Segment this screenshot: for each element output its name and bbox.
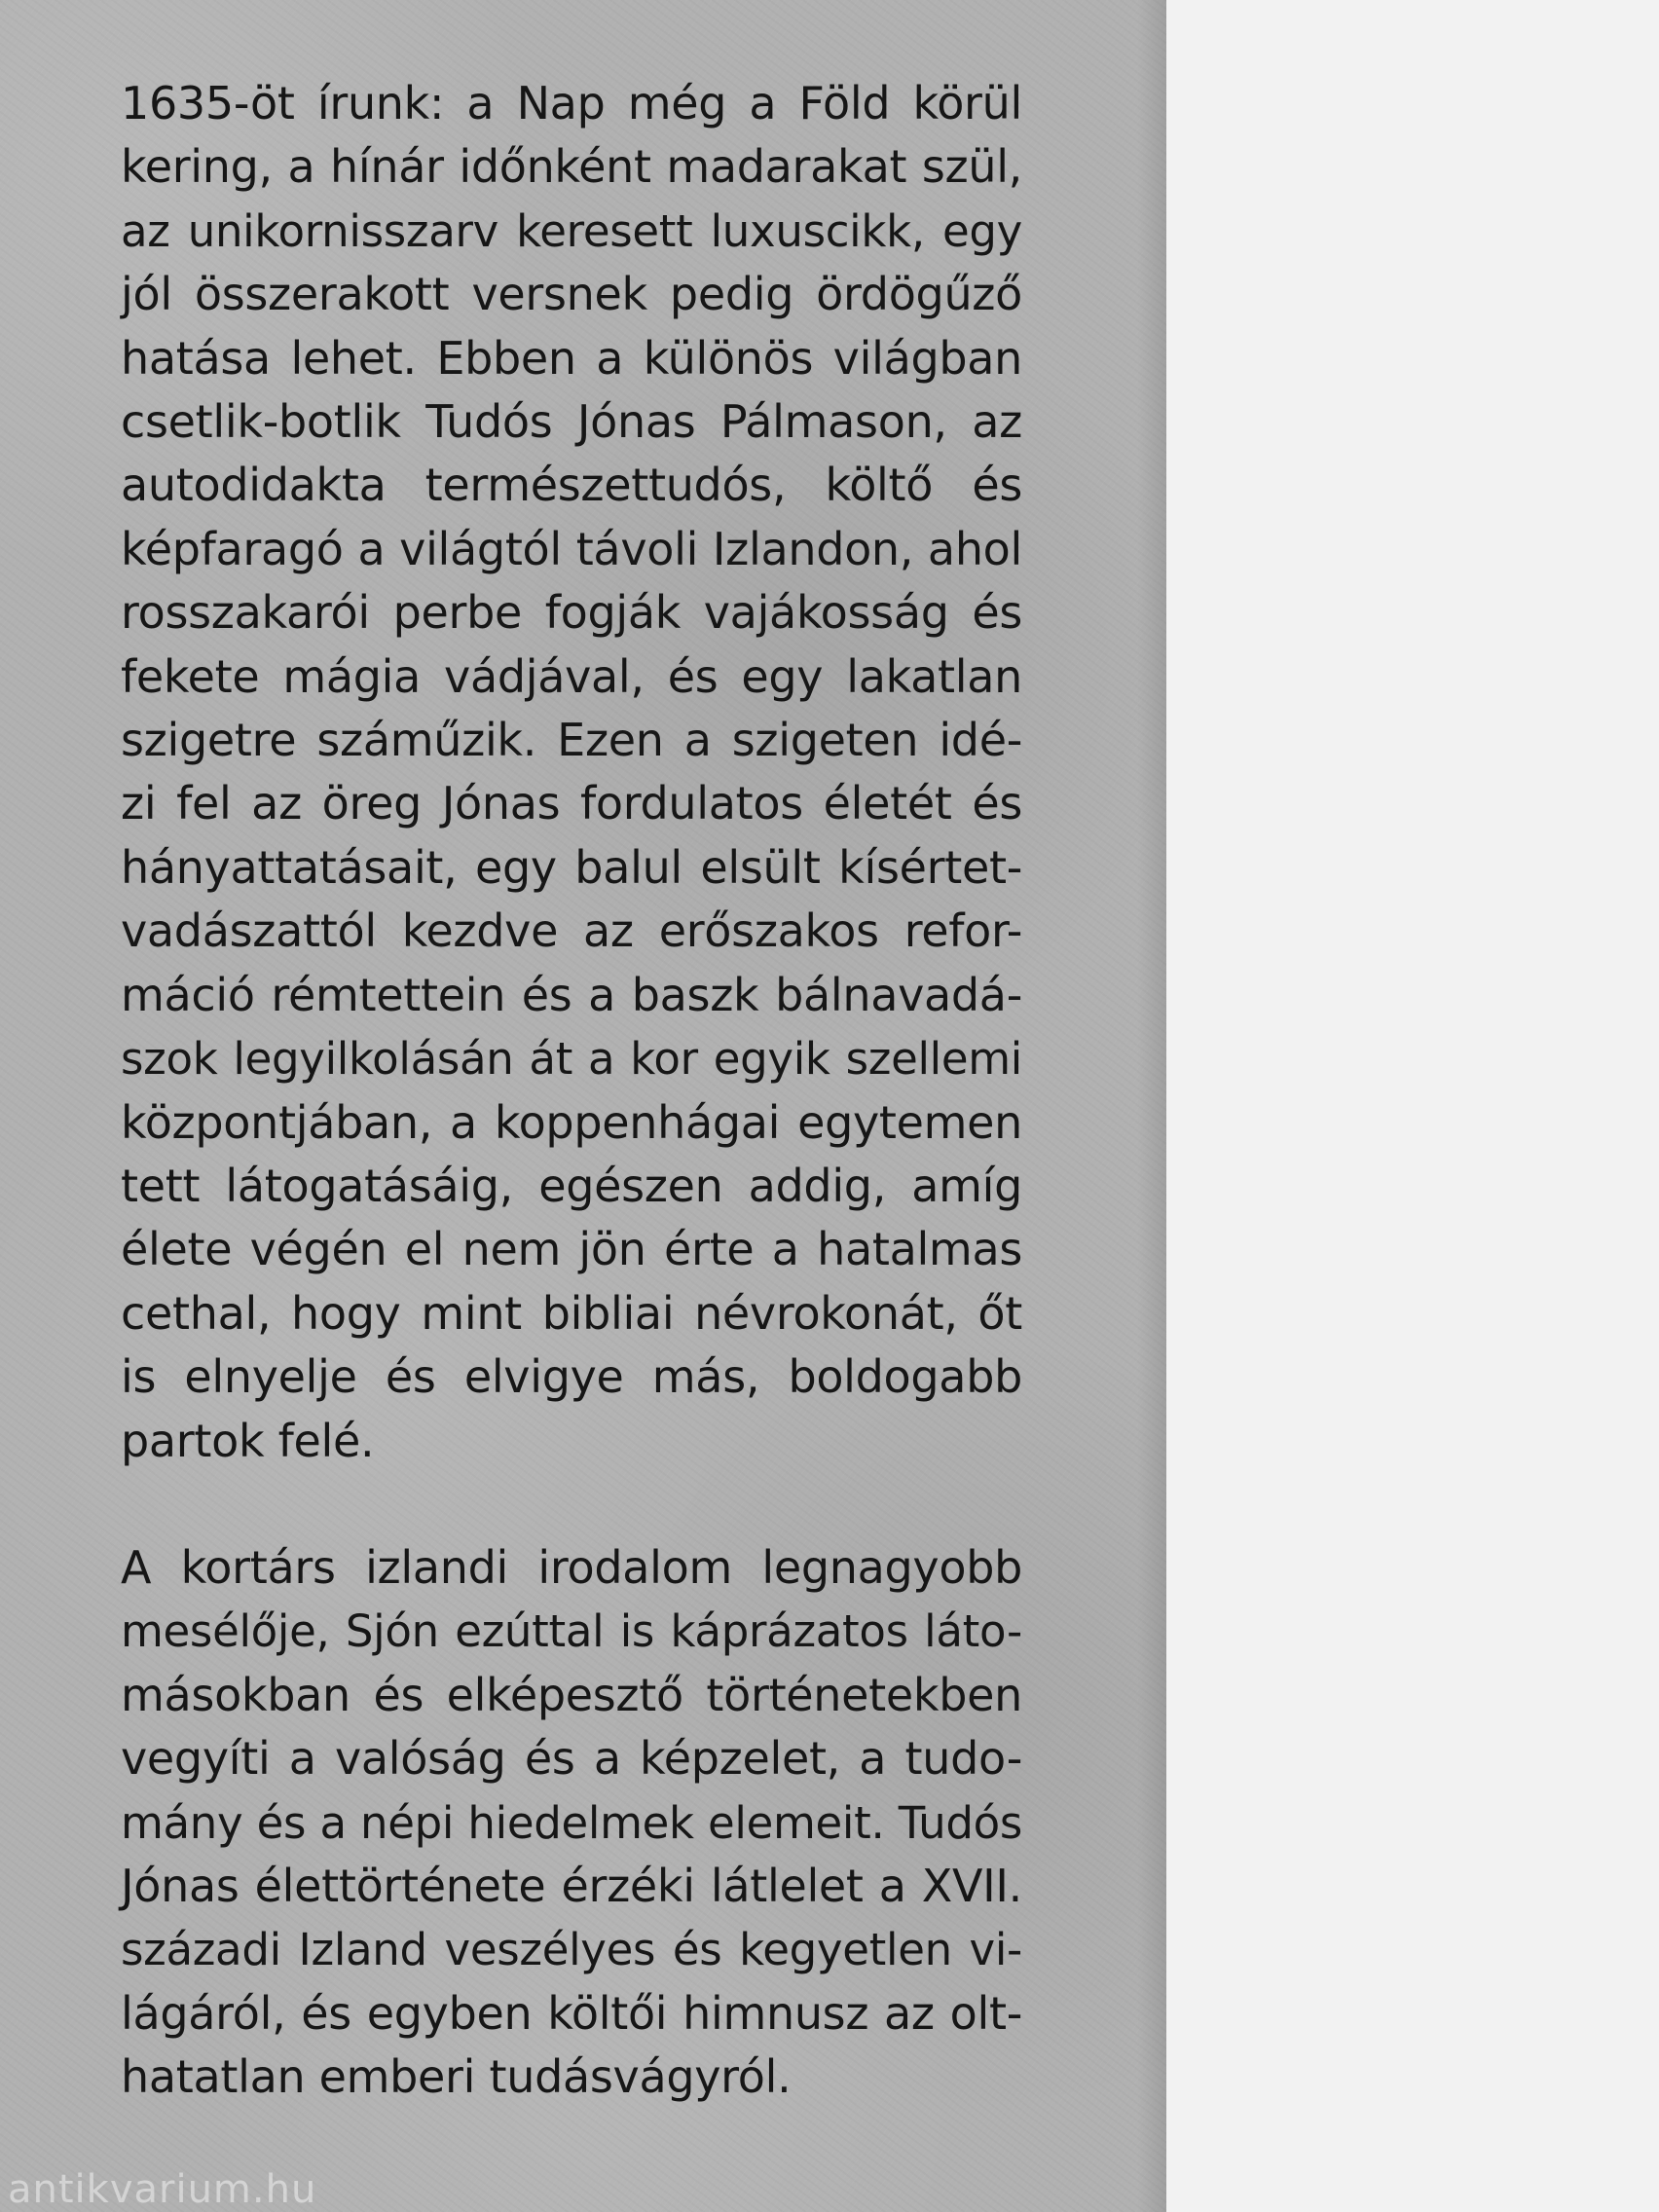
text-line: is elnyelje és elvigye más, boldogabb — [121, 1350, 1022, 1404]
cover-edge-shadow — [1137, 0, 1166, 2212]
text-line: vegyíti a valóság és a képzelet, a tudo- — [121, 1732, 1022, 1786]
watermark-text: antikvarium.hu — [8, 2167, 317, 2212]
text-line: mány és a népi hiedelmek elemeit. Tudós — [121, 1796, 1022, 1849]
text-line: cethal, hogy mint bibliai névrokonát, őt — [121, 1286, 1022, 1340]
text-line: élete végén el nem jön érte a hatalmas — [121, 1223, 1022, 1276]
text-line: csetlik-botlik Tudós Jónas Pálmason, az — [121, 395, 1022, 449]
text-line: tett látogatásáig, egészen addig, amíg — [121, 1159, 1022, 1212]
text-line: A kortárs izlandi irodalom legnagyobb — [121, 1540, 1022, 1594]
blurb-text — [121, 72, 1022, 2110]
text-line: jól összerakott versnek pedig ördögűző — [121, 268, 1022, 321]
blurb-paragraph-2 — [121, 1536, 1022, 2110]
text-line: másokban és elképesztő történetekben — [121, 1668, 1022, 1721]
text-line: autodidakta természettudós, költő és — [121, 459, 1022, 512]
text-line: kering, a hínár időnként madarakat szül, — [121, 140, 1022, 194]
text-line: Jónas élettörténete érzéki látlelet a XVII. — [121, 1859, 1022, 1912]
text-line: szok legyilkolásán át a kor egyik szellemi — [121, 1033, 1022, 1086]
text-line: hatása lehet. Ebben a különös világban — [121, 331, 1022, 385]
text-line: központjában, a koppenhágai egytemen — [121, 1095, 1022, 1149]
text-line: fekete mágia vádjával, és egy lakatlan — [121, 649, 1022, 703]
text-line: az unikornisszarv keresett luxuscikk, egy — [121, 204, 1022, 257]
text-line: hatatlan emberi tudásvágyról. — [121, 2050, 792, 2104]
text-line: rosszakarói perbe fogják vajákosság és — [121, 586, 1022, 640]
text-line: vadászattól kezdve az erőszakos refor- — [121, 904, 1022, 958]
blurb-paragraph-1 — [121, 72, 1022, 1473]
text-line: hányattatásait, egy balul elsült kísértet- — [121, 840, 1022, 894]
text-line: 1635-öt írunk: a Nap még a Föld körül — [121, 77, 1022, 129]
text-line: zi fel az öreg Jónas fordulatos életét és — [121, 777, 1022, 830]
text-line: szigetre száműzik. Ezen a szigeten idé- — [121, 714, 1022, 767]
text-line: partok felé. — [121, 1414, 375, 1467]
text-line: mesélője, Sjón ezúttal is káprázatos láto- — [121, 1605, 1022, 1658]
text-line: képfaragó a világtól távoli Izlandon, ahol — [121, 522, 1022, 575]
text-line: máció rémtettein és a baszk bálnavadá- — [121, 968, 1022, 1021]
text-line: századi Izland veszélyes és kegyetlen vi- — [121, 1924, 1022, 1976]
text-line: lágáról, és egyben költői himnusz az olt- — [121, 1986, 1022, 2040]
